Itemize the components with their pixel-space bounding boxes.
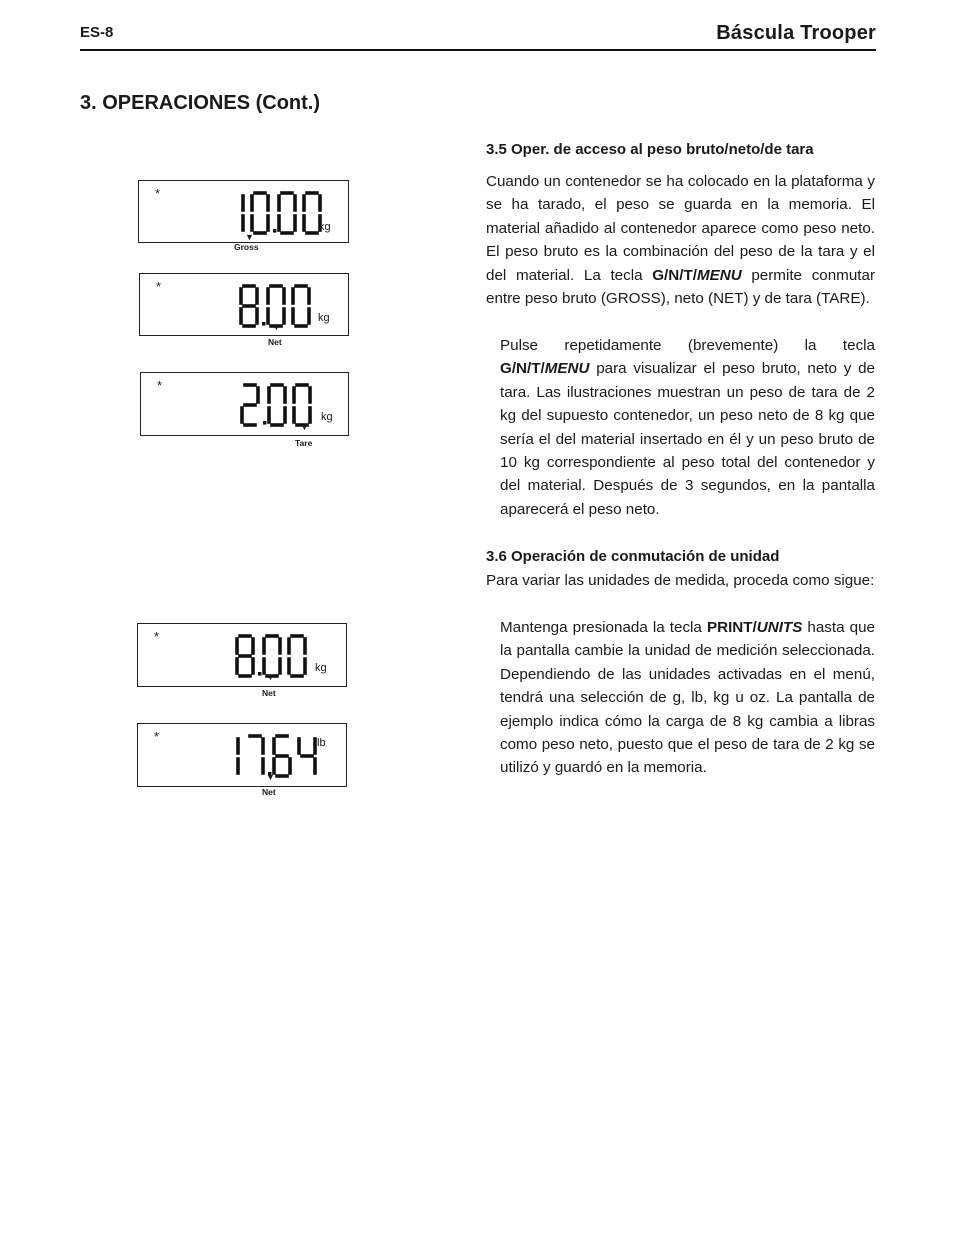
unit-label: kg	[321, 411, 333, 423]
header-divider	[80, 49, 876, 51]
decimal-point	[273, 229, 276, 233]
text: Cuando un contenedor se ha colocado en la plataforma y se ha tarado, el peso se guarda en la memoria. El material añadido al contenedor aparece como peso neto. El peso bruto es la combinación del peso de la tara y el del material. La tecla	[486, 173, 875, 284]
annunciator-pointer-icon: ▼	[245, 232, 254, 242]
lcd-display-gross	[138, 180, 349, 243]
subsection-heading-3-5: 3.5 Oper. de acceso al peso bruto/neto/de tara	[486, 141, 814, 158]
text: para visualizar el peso bruto, neto y de tara. Las ilustraciones muestran un peso de tara de 2 kg del supuesto contenedor, un peso neto de 8 kg que sería el del material insertado en él y un peso bruto de 10 kg correspondiente al peso total del contenedor y del material. Después de 3 segundos, en la pantalla aparecerá el peso neto.	[500, 360, 875, 518]
paragraph-gross-net-tare	[486, 170, 875, 310]
decimal-point	[262, 322, 265, 326]
decimal-point	[263, 421, 266, 425]
key-name: G/N/T/	[652, 266, 697, 284]
lcd-display-net-lb	[137, 723, 347, 787]
text: Mantenga presionada la tecla	[500, 619, 707, 636]
annunciator-pointer-icon: ▼	[300, 422, 309, 432]
stability-indicator: *	[155, 186, 161, 201]
key-name: G/N/T/	[500, 360, 545, 378]
page-number: ES-8	[80, 24, 114, 41]
annunciator-label: Net	[262, 787, 276, 797]
paragraph-press-gnt	[500, 334, 875, 521]
paragraph-print-units	[500, 616, 875, 780]
annunciator-label: Tare	[295, 438, 313, 448]
unit-label: kg	[319, 221, 331, 233]
annunciator-label: Net	[268, 337, 282, 347]
text: permite conmutar entre peso bruto (GROSS), neto (NET) y de tara (TARE).	[486, 266, 875, 308]
annunciator-pointer-icon: ▼	[266, 772, 275, 782]
display-digits	[235, 634, 315, 680]
unit-label: lb	[317, 737, 326, 749]
subsection-heading-3-6: 3.6 Operación de conmutación de unidad	[486, 548, 780, 565]
annunciator-label: Gross	[234, 242, 259, 252]
lcd-display-net	[139, 273, 349, 336]
unit-label: kg	[315, 662, 327, 674]
annunciator-pointer-icon: ▼	[272, 322, 281, 332]
stability-indicator: *	[156, 279, 162, 294]
decimal-point	[258, 672, 261, 676]
text: Pulse repetidamente (brevemente) la tecla	[500, 337, 875, 354]
lcd-display-tare	[140, 372, 349, 436]
stability-indicator: *	[157, 378, 163, 393]
section-heading: 3. OPERACIONES (Cont.)	[80, 92, 321, 114]
text: hasta que la pantalla cambie la unidad de medición seleccionada. Dependiendo de las unidades activadas en el menú, tendrá una selección de g, lb, kg u oz. La pantalla de ejemplo indica cómo la carga de 8 kg cambia a libras como peso neto, puesto que el peso de tara de 2 kg se utilizó y guardó en la memoria.	[500, 619, 875, 777]
unit-label: kg	[318, 312, 330, 324]
document-title: Báscula Trooper	[716, 22, 876, 44]
stability-indicator: *	[154, 629, 160, 644]
key-name-italic: MENU	[696, 266, 742, 284]
annunciator-pointer-icon: ▼	[266, 672, 275, 682]
display-digits	[225, 191, 325, 237]
key-name-italic: UNITS	[756, 619, 803, 636]
key-name: PRINT/	[706, 619, 757, 636]
annunciator-label: Net	[262, 688, 276, 698]
stability-indicator: *	[154, 729, 160, 744]
lcd-display-net-kg	[137, 623, 347, 687]
key-name-italic: MENU	[544, 360, 590, 378]
paragraph-units-intro: Para variar las unidades de medida, proceda como sigue:	[486, 572, 875, 589]
